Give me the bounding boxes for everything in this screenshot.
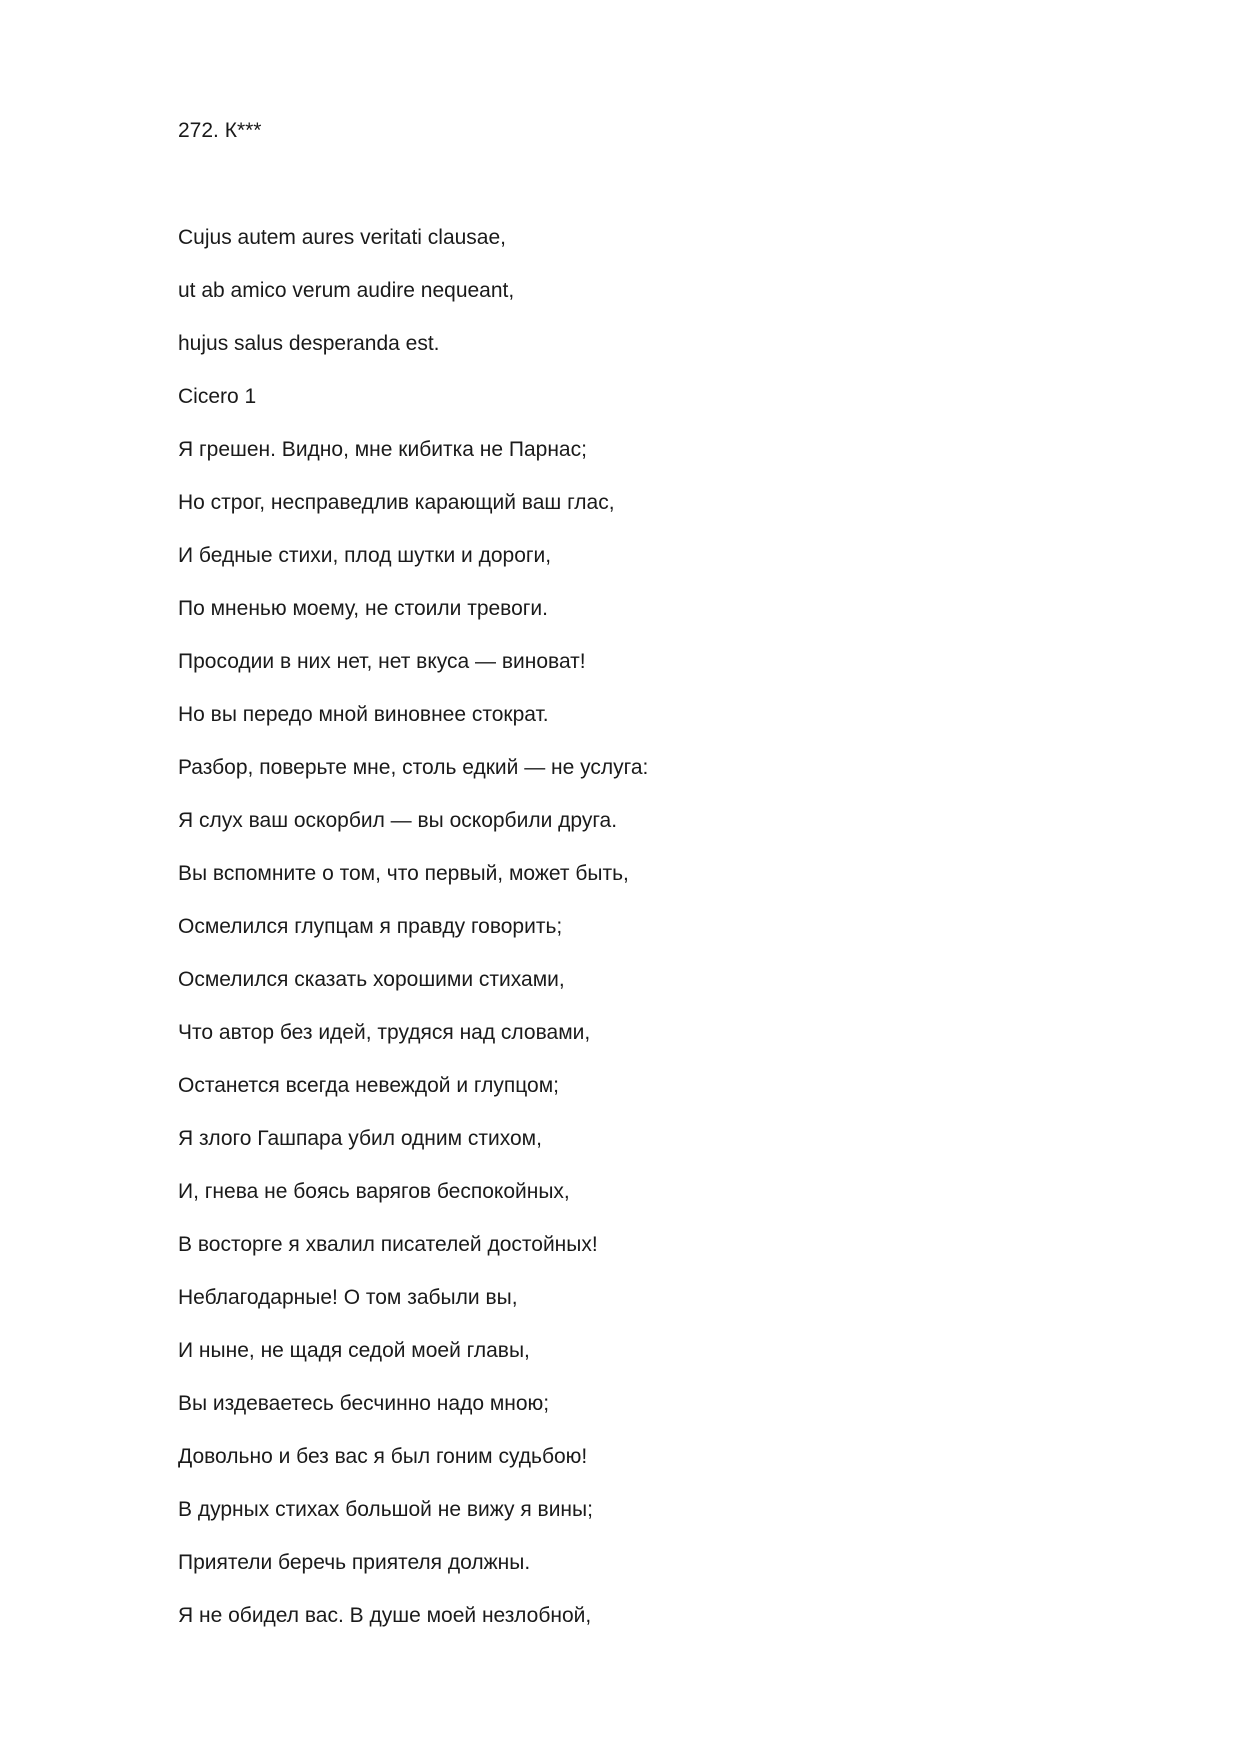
- poem-line: Я злого Гашпара убил одним стихом,: [178, 1127, 542, 1150]
- poem-line: Неблагодарные! О том забыли вы,: [178, 1286, 518, 1309]
- poem-line: Я слух ваш оскорбил — вы оскорбили друга.: [178, 809, 618, 832]
- poem-line: Просодии в них нет, нет вкуса — виноват!: [178, 650, 586, 673]
- poem-body: [178, 225, 648, 1656]
- poem-line: Останется всегда невеждой и глупцом;: [178, 1074, 559, 1097]
- poem-line: Что автор без идей, трудяся над словами,: [178, 1021, 591, 1044]
- poem-line: И бедные стихи, плод шутки и дороги,: [178, 544, 552, 567]
- poem-line: Довольно и без вас я был гоним судьбою!: [178, 1445, 588, 1468]
- poem-line: Но строг, несправедлив карающий ваш глас,: [178, 491, 615, 514]
- poem-line: Я грешен. Видно, мне кибитка не Парнас;: [178, 438, 587, 461]
- poem-line: Осмелился сказать хорошими стихами,: [178, 968, 565, 991]
- poem-line: hujus salus desperanda est.: [178, 332, 440, 355]
- poem-line: Вы издеваетесь бесчинно надо мною;: [178, 1392, 550, 1415]
- poem-line: Осмелился глупцам я правду говорить;: [178, 915, 563, 938]
- poem-line: Но вы передо мной виновнее стократ.: [178, 703, 549, 726]
- poem-line: ut ab amico verum audire nequeant,: [178, 279, 515, 302]
- poem-line: Разбор, поверьте мне, столь едкий — не услуга:: [178, 756, 649, 779]
- poem-line: Cujus autem aures veritati clausae,: [178, 226, 506, 249]
- poem-line: Cicero 1: [178, 385, 257, 408]
- poem-line: Я не обидел вас. В душе моей незлобной,: [178, 1604, 592, 1627]
- poem-line: В восторге я хвалил писателей достойных!: [178, 1233, 598, 1256]
- poem-line: В дурных стихах большой не вижу я вины;: [178, 1498, 593, 1521]
- poem-line: По мненью моему, не стоили тревоги.: [178, 597, 549, 620]
- poem-line: И, гнева не боясь варягов беспокойных,: [178, 1180, 570, 1203]
- poem-line: И ныне, не щадя седой моей главы,: [178, 1339, 530, 1362]
- poem-line: Вы вспомните о том, что первый, может быть,: [178, 862, 629, 885]
- poem-title: 272. К***: [178, 119, 262, 142]
- poem-line: Приятели беречь приятеля должны.: [178, 1551, 531, 1574]
